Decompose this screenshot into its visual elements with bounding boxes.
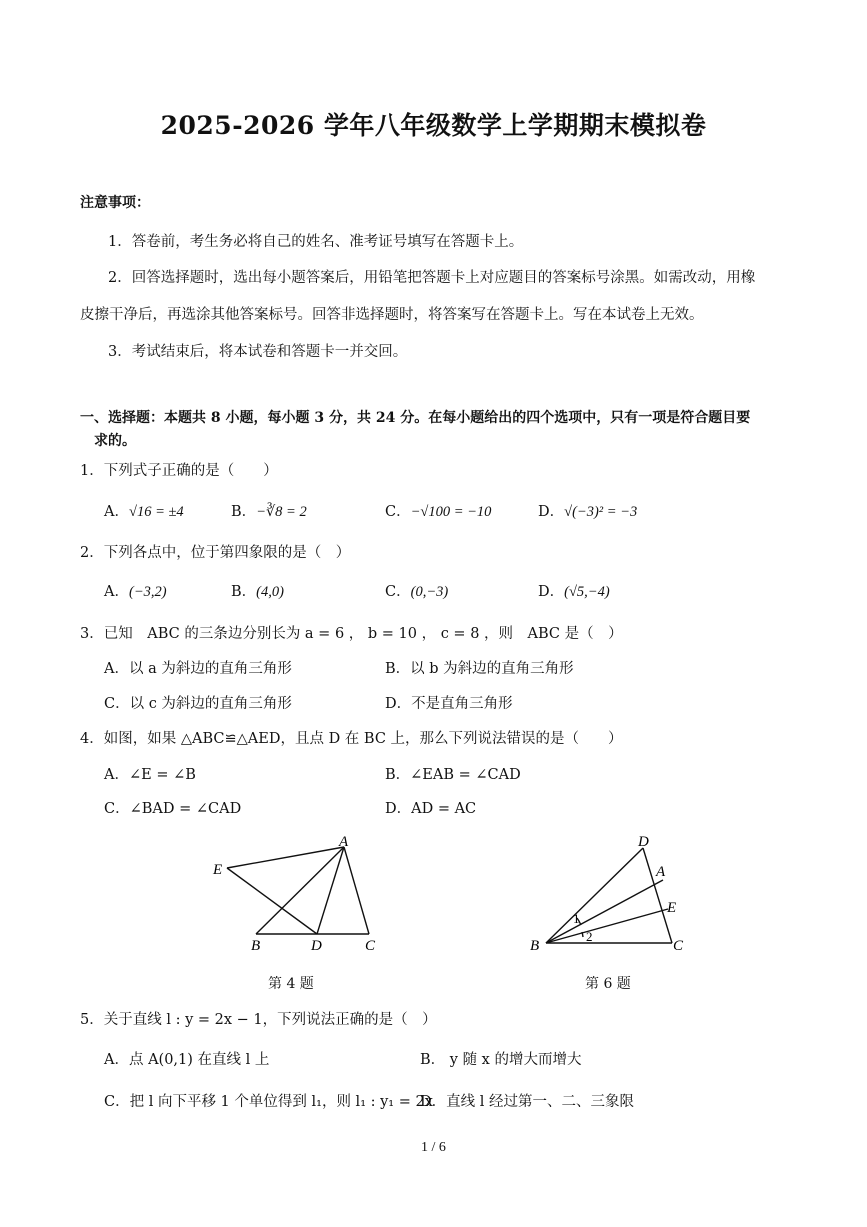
fig4-label-c: C [365,938,376,954]
q1-option-b: B．−∛8 = 2 [231,504,307,520]
fig6-label-b: B [530,938,540,954]
q2-option-b: B．(4,0) [231,584,284,600]
figure-4-diagram [205,830,395,960]
figure-6-caption: 第 6 题 [585,976,631,992]
q1-option-d: D．√(−3)² = −3 [538,504,638,520]
figure-4-caption: 第 4 题 [268,976,314,992]
q3-option-b: B．以 b 为斜边的直角三角形 [385,661,574,677]
q4-option-c: C．∠BAD = ∠CAD [104,801,242,817]
question-2-stem: 2．下列各点中，位于第四象限的是（ ） [80,545,351,561]
page-number: 1 / 6 [421,1140,446,1155]
notice-heading: 注意事项： [80,195,150,211]
fig4-label-b: B [251,938,261,954]
fig4-label-e: E [213,862,223,878]
fig6-label-e: E [667,900,677,916]
q4-option-b: B．∠EAB = ∠CAD [385,767,521,783]
section-heading-line-2: 求的。 [94,433,136,449]
fig6-angle-1: 1 [573,911,580,926]
fig6-label-c: C [673,938,684,954]
q5-option-d: D．直线 l 经过第一、二、三象限 [420,1094,634,1110]
q2-option-a: A．(−3,2) [104,584,167,600]
question-5-stem: 5．关于直线 l : y = 2x − 1，下列说法正确的是（ ） [80,1012,437,1028]
q4-option-d: D．AD = AC [385,801,477,817]
fig4-label-a: A [339,834,349,850]
fig4-label-d: D [311,938,322,954]
notice-item-3: 3．考试结束后，将本试卷和答题卡一并交回。 [108,344,408,360]
fig6-label-d: D [638,834,649,850]
q5-option-b: B． y 随 x 的增大而增大 [420,1052,582,1068]
q4-option-a: A．∠E = ∠B [104,767,196,783]
q3-option-a: A．以 a 为斜边的直角三角形 [104,661,292,677]
notice-item-2-line-2: 皮擦干净后，再选涂其他答案标号。回答非选择题时，将答案写在答题卡上。写在本试卷上无效。 [80,307,704,323]
fig6-angle-2: 2 [586,929,593,944]
question-4-stem: 4．如图，如果 △ABC≌△AED，且点 D 在 BC 上，那么下列说法错误的是（ ） [80,731,623,747]
q1-option-c: C．−√100 = −10 [385,504,492,520]
notice-item-1: 1．答卷前，考生务必将自己的姓名、准考证号填写在答题卡上。 [108,234,524,250]
fig6-label-a: A [656,864,666,880]
question-3-stem: 3．已知 ABC 的三条边分别长为 a = 6 ， b = 10 ， c = 8 ，则 ABC 是（ ） [80,626,623,642]
q3-option-c: C．以 c 为斜边的直角三角形 [104,696,292,712]
question-1-stem: 1．下列式子正确的是（ ） [80,463,278,479]
page-title: 2025-2026 学年八年级数学上学期期末模拟卷 [160,111,707,140]
notice-item-2-line-1: 2．回答选择题时，选出每小题答案后，用铅笔把答题卡上对应题目的答案标号涂黑。如需改动，用橡 [108,270,756,286]
q2-option-d: D．(√5,−4) [538,584,610,600]
figure-6-diagram [525,828,695,958]
q1-option-a: A．√16 = ±4 [104,504,184,520]
q2-option-c: C．(0,−3) [385,584,449,600]
q3-option-d: D．不是直角三角形 [385,696,513,712]
q5-option-c: C．把 l 向下平移 1 个单位得到 l₁，则 l₁ : y₁ = 2x [104,1094,433,1110]
q5-option-a: A．点 A(0,1) 在直线 l 上 [104,1052,270,1068]
section-heading-line-1: 一、选择题：本题共 8 小题，每小题 3 分，共 24 分。在每小题给出的四个选项中，只有一项是符合题目要 [80,410,751,426]
